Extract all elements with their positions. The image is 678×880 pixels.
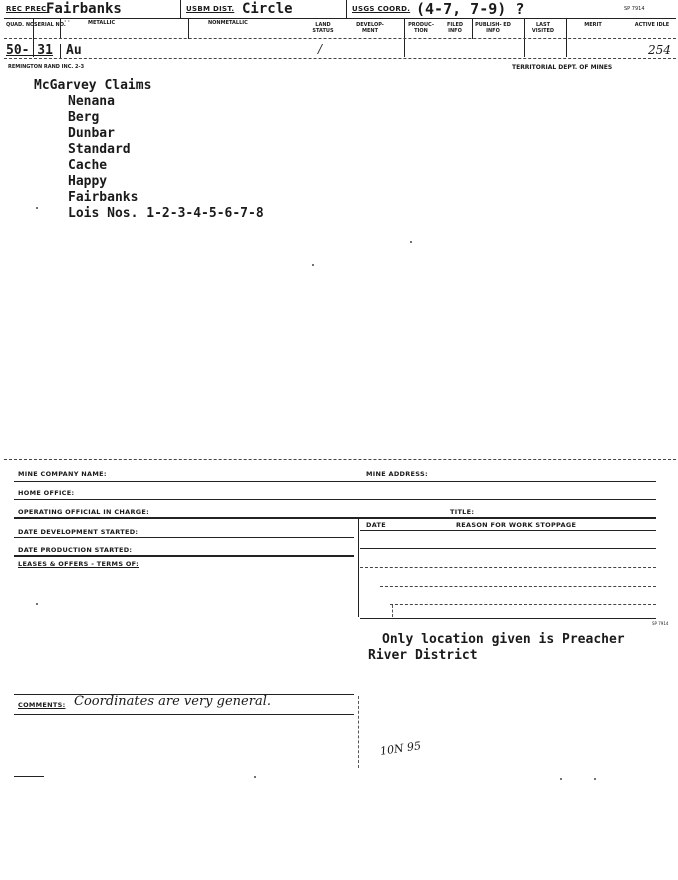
stoppage-row-rule: [360, 548, 656, 549]
date-development-rule: [14, 537, 354, 538]
form-top-rule: [4, 459, 676, 460]
claim-item: Happy: [68, 174, 108, 189]
quad-serial-value: 50- 31: [6, 43, 53, 58]
imprint-right: TERRITORIAL DEPT. OF MINES: [512, 64, 613, 71]
usgs-coord-label: USGS COORD.: [352, 5, 411, 13]
stoppage-header-rule: [360, 530, 656, 531]
usgs-coord-value: (4-7, 7-9) ?: [416, 0, 525, 18]
record-number: 254: [648, 43, 671, 57]
rec-prec-value: Fairbanks: [46, 1, 122, 17]
claim-item: Berg: [68, 110, 100, 125]
mine-company-rule: [14, 481, 656, 482]
speck: [410, 241, 412, 243]
operating-official-rule: [14, 517, 656, 519]
col-active-idle: ACTIVE IDLE: [634, 22, 670, 28]
col-development: DEVELOP- MENT: [356, 22, 384, 34]
claim-item: Fairbanks: [68, 190, 139, 205]
reason-for-work-stoppage-label: REASON FOR WORK STOPPAGE: [456, 521, 577, 529]
date-production-started-label: DATE PRODUCTION STARTED:: [18, 546, 133, 554]
col-metallic-flags: · ·: [64, 19, 70, 25]
home-office-label: HOME OFFICE:: [18, 489, 75, 497]
mine-company-name-label: MINE COMPANY NAME:: [18, 470, 107, 478]
header-rule: [4, 18, 676, 19]
comments-rule: [14, 714, 354, 715]
bottom-mark: [14, 776, 44, 777]
header-divider-2: [346, 0, 347, 18]
date-development-started-label: DATE DEVELOPMENT STARTED:: [18, 528, 139, 536]
speck: [36, 207, 38, 209]
claim-item: Lois Nos. 1-2-3-4-5-6-7-8: [68, 206, 264, 221]
col-merit: MERIT: [584, 22, 602, 28]
col-divider: [60, 19, 61, 39]
col-land-status: LAND STATUS: [312, 22, 334, 34]
col-metallic: METALLIC: [88, 20, 116, 26]
speck: [560, 778, 562, 780]
handwritten-date: 10N 95: [379, 739, 422, 758]
operating-official-label: OPERATING OFFICIAL IN CHARGE:: [18, 508, 150, 516]
location-note: Only location given is Preacher River District: [368, 632, 625, 663]
record-divider: [60, 44, 61, 58]
small-code: SP 7914: [652, 621, 669, 626]
claim-item: Standard: [68, 142, 131, 157]
title-label: TITLE:: [450, 508, 475, 516]
col-last-visited: LAST VISITED: [531, 22, 555, 34]
commodity-value: Au: [66, 43, 82, 58]
claim-item: Nenana: [68, 94, 115, 109]
speck: [254, 776, 256, 778]
stoppage-tick: [392, 605, 393, 617]
usbm-dist-label: USBM DIST.: [186, 5, 235, 13]
rec-prec-label: REC PREC.: [6, 5, 50, 13]
col-quad-no: QUAD. NO.: [6, 22, 37, 28]
form-number: SP 7914: [624, 6, 645, 12]
col-filed-info: FILED INFO: [446, 22, 464, 34]
col-nonmetallic: NONMETALLIC: [208, 20, 248, 26]
stoppage-bottom-rule: [360, 618, 656, 619]
claim-item: Cache: [68, 158, 108, 173]
mine-address-label: MINE ADDRESS:: [366, 470, 428, 478]
header-divider-1: [180, 0, 181, 18]
col-production: PRODUC- TION: [408, 22, 434, 34]
col-published-info: PUBLISH- ED INFO: [475, 22, 511, 34]
imprint-left: REMINGTON RAND INC. 2-3: [8, 64, 85, 70]
stoppage-divider: [358, 517, 359, 617]
home-office-rule: [14, 499, 656, 500]
land-status-mark: /: [318, 42, 323, 56]
column-header-rule: [4, 38, 676, 39]
claims-title: McGarvey Claims: [34, 78, 152, 93]
usbm-dist-value: Circle: [242, 1, 293, 17]
col-divider: [188, 19, 189, 39]
date-label: DATE: [366, 521, 386, 529]
col-serial-no: SERIAL NO.: [34, 22, 66, 28]
stoppage-row-rule: [380, 586, 656, 587]
speck: [594, 778, 596, 780]
comments-handwritten: Coordinates are very general.: [74, 694, 271, 709]
comments-divider: [358, 696, 359, 768]
record-rule: [4, 58, 676, 59]
stoppage-row-rule: [390, 604, 656, 605]
claim-item: Dunbar: [68, 126, 115, 141]
date-production-rule: [14, 555, 354, 557]
stoppage-row-rule: [360, 567, 656, 568]
speck: [312, 264, 314, 266]
speck: [36, 603, 38, 605]
leases-offers-label: LEASES & OFFERS - TERMS OF:: [18, 560, 139, 568]
comments-label: COMMENTS:: [18, 701, 66, 709]
col-divider: [472, 19, 473, 39]
